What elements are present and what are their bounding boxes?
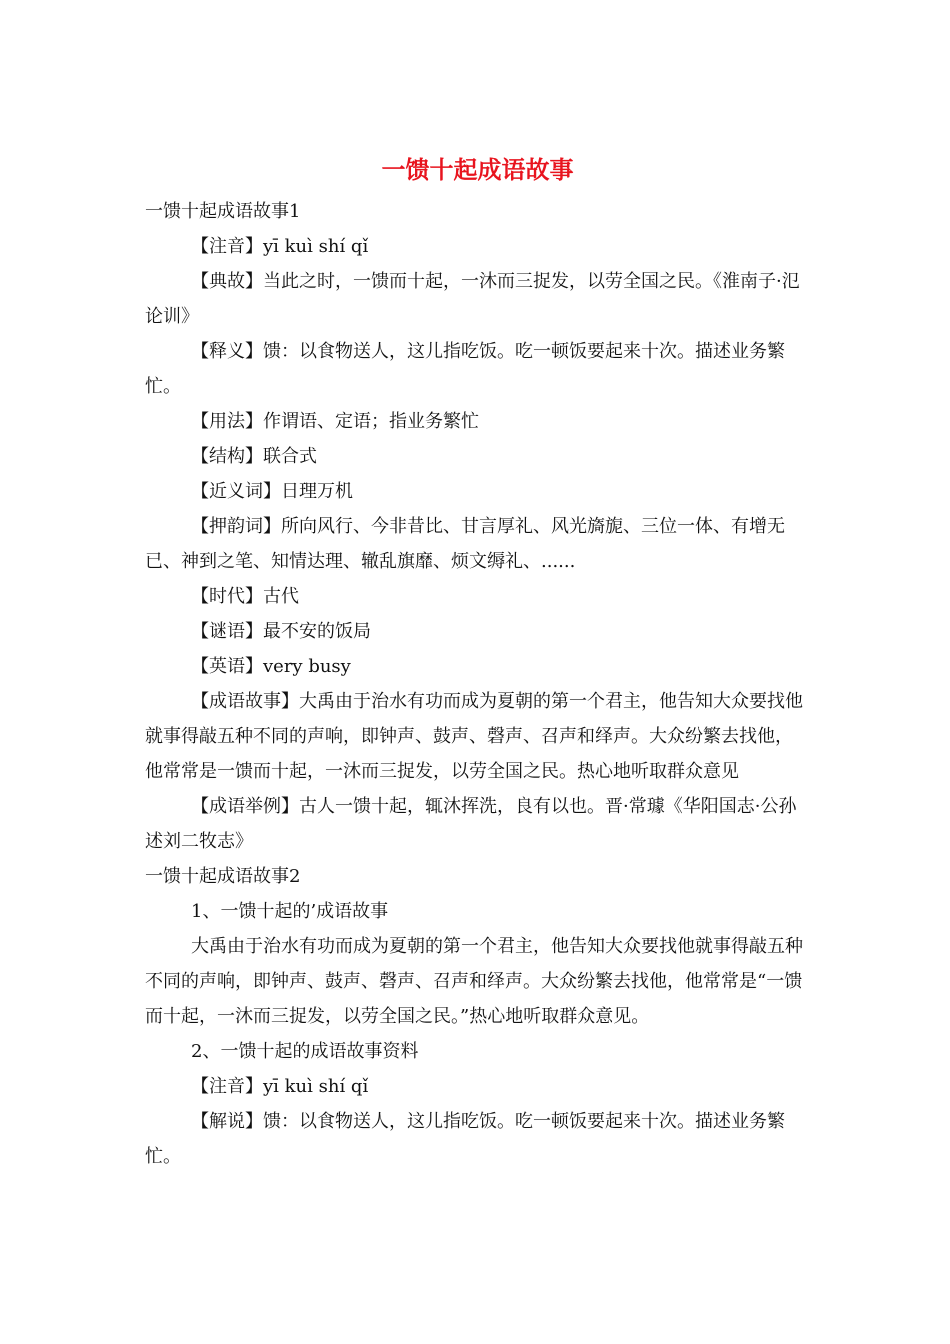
paragraph: 【押韵词】所向风行、今非昔比、甘言厚礼、风光旖旎、三位一体、有增无已、神到之笔、知情达理、辙乱旗靡、烦文缛礼、...... bbox=[145, 516, 785, 572]
paragraph: 【释义】馈：以食物送人，这儿指吃饭。吃一顿饭要起来十次。描述业务繁忙。 bbox=[145, 341, 785, 397]
paragraph: 【结构】联合式 bbox=[191, 446, 317, 467]
paragraph: 【谜语】最不安的饭局 bbox=[191, 621, 371, 642]
section-heading: 一馈十起成语故事1 bbox=[145, 201, 301, 222]
paragraph: 【用法】作谓语、定语；指业务繁忙 bbox=[191, 411, 479, 432]
paragraph: 1、一馈十起的’成语故事 bbox=[191, 901, 389, 922]
paragraph: 【近义词】日理万机 bbox=[191, 481, 353, 502]
paragraph: 【英语】very busy bbox=[191, 656, 351, 677]
section-heading: 一馈十起成语故事2 bbox=[145, 866, 301, 887]
document-title: 一馈十起成语故事 bbox=[381, 155, 574, 184]
document-body bbox=[145, 194, 810, 1174]
paragraph: 【成语故事】大禹由于治水有功而成为夏朝的第一个君主，他告知大众要找他就事得敲五种不同的声响，即钟声、鼓声、磬声、召声和绎声。大众纷繁去找他，他常常是一馈而十起，一沐而三捉发，以劳全国之民。热心地听取群众意见 bbox=[145, 691, 803, 782]
paragraph: 【解说】馈：以食物送人，这儿指吃饭。吃一顿饭要起来十次。描述业务繁忙。 bbox=[145, 1111, 785, 1167]
paragraph: 2、一馈十起的成语故事资料 bbox=[191, 1041, 419, 1062]
paragraph: 【时代】古代 bbox=[191, 586, 299, 607]
paragraph: 【典故】当此之时，一馈而十起，一沐而三捉发，以劳全国之民。《淮南子·氾论训》 bbox=[145, 271, 800, 327]
paragraph: 【注音】yī kuì shí qǐ bbox=[191, 236, 369, 257]
paragraph: 大禹由于治水有功而成为夏朝的第一个君主，他告知大众要找他就事得敲五种不同的声响，即钟声、鼓声、磬声、召声和绎声。大众纷繁去找他，他常常是“一馈而十起，一沐而三捉发，以劳全国之民。”热心地听取群众意见。 bbox=[145, 936, 803, 1027]
document-page bbox=[145, 150, 810, 1174]
paragraph: 【成语举例】古人一馈十起，辄沐挥洗，良有以也。晋·常璩《华阳国志·公孙述刘二牧志》 bbox=[145, 796, 797, 852]
paragraph: 【注音】yī kuì shí qǐ bbox=[191, 1076, 369, 1097]
